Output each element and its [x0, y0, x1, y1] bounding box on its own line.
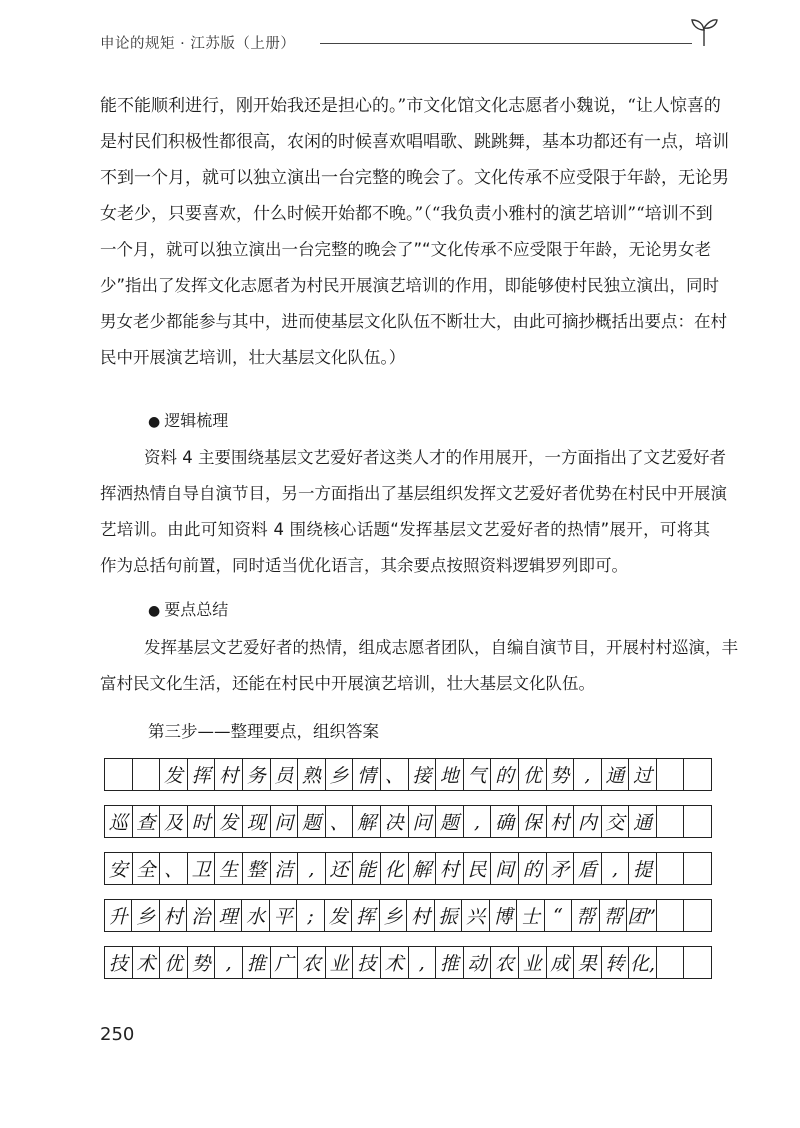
section-heading-summary: [148, 597, 228, 620]
grid-cell: 势: [547, 759, 575, 790]
body-text: [100, 88, 729, 376]
grid-cell: 矛: [547, 853, 575, 884]
grid-cell: 巡: [105, 806, 133, 837]
bullet-icon: ●: [148, 414, 161, 430]
grid-cell: [133, 759, 161, 790]
grid-cell: 团”: [627, 900, 657, 931]
grid-cell: 果: [574, 947, 602, 978]
grid-cell: 推: [243, 947, 271, 978]
grid-cell: 帮: [600, 900, 627, 931]
grid-cell: 化: [381, 853, 409, 884]
body-line: 民中开展演艺培训，壮大基层文化队伍。）: [100, 348, 406, 367]
grid-cell: 发: [325, 900, 352, 931]
grid-row: [104, 852, 712, 885]
grid-cell: [657, 900, 684, 931]
body-line: 女老少，只要喜欢，什么时候开始都不晚。”（“我负责小雅村的演艺培训”“培训不到: [100, 204, 713, 224]
grid-cell: ,: [574, 759, 602, 790]
summary-paragraph: [100, 630, 738, 702]
body-line: 挥洒热情自导自演节目，另一方面指出了基层组织发挥文艺爱好者优势在村民中开展演: [100, 484, 727, 503]
body-line: 少”指出了发挥文化志愿者为村民开展演艺培训的作用，即能够使村民独立演出，同时: [100, 276, 720, 295]
grid-cell: 村: [407, 900, 434, 931]
grid-cell: 解: [353, 806, 381, 837]
grid-cell: ,: [409, 947, 437, 978]
grid-cell: 业: [519, 947, 547, 978]
grid-row: [104, 899, 712, 932]
grid-cell: 内: [574, 806, 602, 837]
body-line: 资料 4 主要围绕基层文艺爱好者这类人才的作用展开，一方面指出了文艺爱好者: [144, 448, 726, 467]
grid-cell: 乡: [380, 900, 407, 931]
grid-cell: 优: [160, 947, 188, 978]
grid-cell: ,: [215, 947, 243, 978]
grid-cell: 题: [436, 806, 464, 837]
grid-cell: 村: [547, 806, 575, 837]
body-line: 不到一个月，就可以独立演出一台完整的晚会了。文化传承不应受限于年龄，无论男: [100, 168, 729, 188]
grid-cell: 还: [326, 853, 354, 884]
grid-cell: 问: [271, 806, 299, 837]
grid-row: [104, 805, 712, 838]
grid-cell: 务: [243, 759, 271, 790]
grid-cell: [657, 853, 685, 884]
body-line: 男女老少都能参与其中，进而使基层文化队伍不断壮大，由此可摘抄概括出要点：在村: [100, 312, 727, 331]
grid-cell: 推: [436, 947, 464, 978]
grid-cell: 发: [215, 806, 243, 837]
grid-cell: ;: [297, 900, 324, 931]
step-three-heading: 第三步——整理要点，组织答案: [148, 722, 379, 741]
grid-cell: 卫: [188, 853, 216, 884]
grid-cell: 、: [326, 806, 354, 837]
grid-cell: 的: [491, 759, 519, 790]
section-heading-logic: [148, 408, 228, 431]
grid-cell: 技: [105, 947, 133, 978]
grid-cell: 兴: [462, 900, 489, 931]
grid-cell: 术: [381, 947, 409, 978]
grid-cell: ,: [464, 806, 492, 837]
grid-cell: 查: [133, 806, 161, 837]
grid-cell: 接: [409, 759, 437, 790]
grid-cell: 地: [436, 759, 464, 790]
grid-cell: 及: [160, 806, 188, 837]
body-line: 一个月，就可以独立演出一台完整的晚会了”“文化传承不应受限于年龄，无论男女老: [100, 240, 712, 259]
grid-cell: 间: [491, 853, 519, 884]
grid-cell: 村: [215, 759, 243, 790]
logic-paragraph: [100, 440, 727, 584]
grid-cell: 化,: [629, 947, 657, 978]
grid-cell: 村: [436, 853, 464, 884]
body-line: 发挥基层文艺爱好者的热情，组成志愿者团队，自编自演节目，开展村村巡演，丰: [144, 638, 738, 657]
grid-cell: [657, 947, 685, 978]
grid-cell: 振: [435, 900, 462, 931]
grid-cell: 通: [602, 759, 630, 790]
running-header: [100, 30, 710, 60]
grid-cell: 洁: [271, 853, 299, 884]
book-title: 申论的规矩 · 江苏版（上册）: [100, 36, 296, 52]
grid-cell: 挥: [352, 900, 379, 931]
grid-cell: 乡: [132, 900, 159, 931]
grid-cell: [684, 900, 710, 931]
grid-cell: 乡: [326, 759, 354, 790]
grid-cell: 时: [188, 806, 216, 837]
grid-cell: 帮: [572, 900, 599, 931]
grid-cell: 能: [353, 853, 381, 884]
answer-grid: [104, 758, 712, 993]
grid-cell: 情: [353, 759, 381, 790]
grid-cell: 村: [160, 900, 187, 931]
grid-cell: 民: [464, 853, 492, 884]
grid-cell: 解: [409, 853, 437, 884]
grid-cell: 农: [298, 947, 326, 978]
grid-cell: 通: [629, 806, 657, 837]
grid-cell: 的: [519, 853, 547, 884]
grid-cell: 博: [490, 900, 517, 931]
grid-cell: 保: [519, 806, 547, 837]
grid-cell: [657, 759, 685, 790]
grid-cell: 熟: [298, 759, 326, 790]
grid-cell: 全: [133, 853, 161, 884]
bullet-icon: ●: [148, 603, 161, 619]
grid-cell: ,: [602, 853, 630, 884]
grid-cell: 整: [243, 853, 271, 884]
grid-cell: 转: [602, 947, 630, 978]
body-line: 能不能顺利进行，刚开始我还是担心的。”市文化馆文化志愿者小魏说，“让人惊喜的: [100, 96, 721, 116]
grid-cell: 交: [602, 806, 630, 837]
grid-cell: 业: [326, 947, 354, 978]
grid-cell: 广: [271, 947, 299, 978]
grid-cell: ,: [298, 853, 326, 884]
sprout-icon: [690, 16, 718, 48]
page-number: 250: [100, 1024, 135, 1045]
grid-cell: [684, 806, 711, 837]
grid-cell: 动: [464, 947, 492, 978]
grid-cell: [684, 853, 711, 884]
heading-text: 逻辑梳理: [164, 411, 229, 430]
grid-cell: 士: [517, 900, 544, 931]
grid-cell: 题: [298, 806, 326, 837]
grid-cell: 发: [160, 759, 188, 790]
grid-cell: 平: [270, 900, 297, 931]
grid-row: [104, 946, 712, 979]
grid-cell: 现: [243, 806, 271, 837]
grid-cell: 理: [215, 900, 242, 931]
grid-cell: 过: [629, 759, 657, 790]
grid-cell: [105, 759, 133, 790]
grid-cell: 术: [133, 947, 161, 978]
grid-cell: 成: [547, 947, 575, 978]
grid-cell: 决: [381, 806, 409, 837]
grid-cell: 、: [381, 759, 409, 790]
grid-cell: [657, 806, 685, 837]
grid-cell: [684, 759, 711, 790]
grid-cell: 挥: [188, 759, 216, 790]
grid-cell: [684, 947, 711, 978]
grid-cell: 生: [215, 853, 243, 884]
header-rule: [320, 43, 692, 44]
grid-row: [104, 758, 712, 791]
grid-cell: 、: [160, 853, 188, 884]
body-line: 作为总括句前置，同时适当优化语言，其余要点按照资料逻辑罗列即可。: [100, 556, 628, 575]
grid-cell: 农: [491, 947, 519, 978]
grid-cell: 问: [409, 806, 437, 837]
grid-cell: 气: [464, 759, 492, 790]
grid-cell: 确: [491, 806, 519, 837]
grid-cell: 势: [188, 947, 216, 978]
grid-cell: 优: [519, 759, 547, 790]
body-line: 富村民文化生活，还能在村民中开展演艺培训，壮大基层文化队伍。: [100, 674, 595, 693]
body-line: 艺培训。由此可知资料 4 围绕核心话题“发挥基层文艺爱好者的热情”展开，可将其: [100, 520, 710, 539]
grid-cell: 提: [629, 853, 657, 884]
grid-cell: 治: [187, 900, 214, 931]
grid-cell: 水: [242, 900, 269, 931]
heading-text: 要点总结: [164, 600, 229, 619]
grid-cell: 安: [105, 853, 133, 884]
grid-cell: “: [545, 900, 572, 931]
grid-cell: 技: [353, 947, 381, 978]
body-line: 是村民们积极性都很高，农闲的时候喜欢唱唱歌、跳跳舞，基本功都还有一点，培训: [100, 132, 729, 152]
grid-cell: 升: [105, 900, 132, 931]
grid-cell: 员: [271, 759, 299, 790]
grid-cell: 盾: [574, 853, 602, 884]
